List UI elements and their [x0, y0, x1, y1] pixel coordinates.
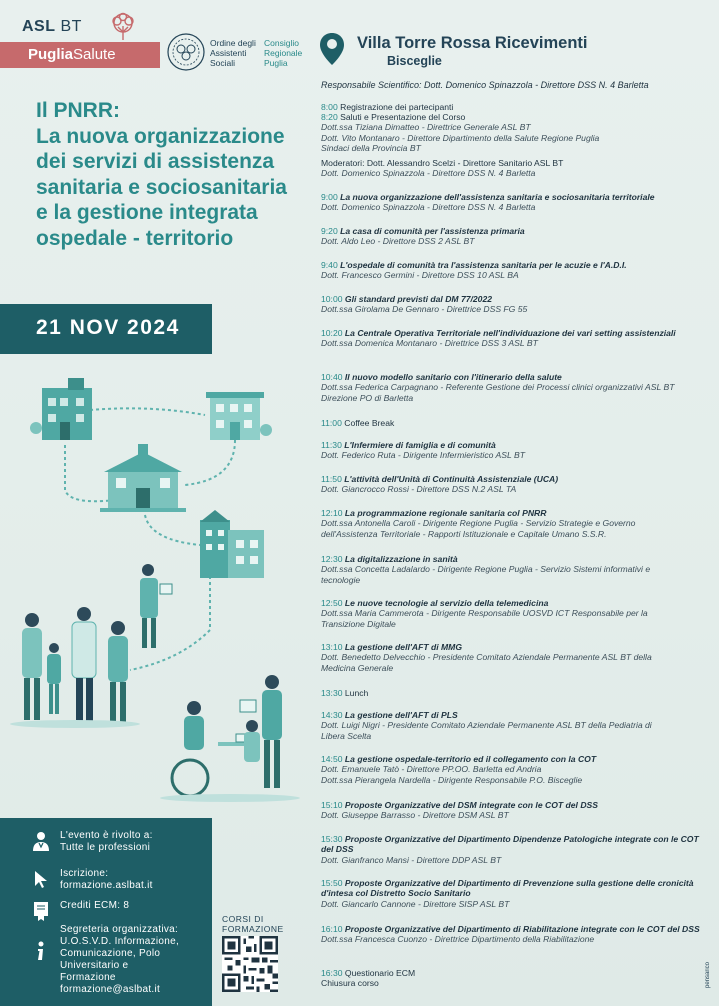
program-item — [321, 924, 713, 945]
program-title: Proposte Organizzative del Dipartimento di Riabilitazione integrate con le COT del DSS — [344, 924, 700, 934]
program-title: Moderatori: Dott. Alessandro Scelzi - Direttore Sanitario ASL BT — [321, 158, 564, 168]
tree-logo-icon — [106, 12, 140, 42]
program-title: La digitalizzazione in sanità — [344, 554, 458, 564]
program-speaker: Dott.ssa Tiziana Dimatteo - Direttrice Generale ASL BT — [321, 122, 531, 133]
program-speaker: Dott. Luigi Nigri - Presidente Comitato Aziendale Permanente ASL BT della Pediatria di — [321, 720, 652, 731]
program-title: Questionario ECM — [344, 968, 416, 978]
program-speaker: Dott. Domenico Spinazzola - Direttore DSS N. 4 Barletta — [321, 168, 536, 179]
program-time: 15:50 — [321, 878, 345, 888]
program-item — [321, 834, 713, 865]
program-time: 14:50 — [321, 754, 345, 764]
program-time: 13:30 — [321, 688, 345, 698]
program-title: Gli standard previsti dal DM 77/2022 — [344, 294, 493, 304]
program-item — [321, 554, 713, 585]
program-time: 10:40 — [321, 372, 345, 382]
program-item — [321, 294, 713, 315]
program-title: Saluti e Presentazione del Corso — [340, 112, 466, 122]
program-speaker: Dott.ssa Girolama De Gennaro - Direttrice DSS FG 55 — [321, 304, 528, 315]
program-time: 13:10 — [321, 642, 345, 652]
location-pin-icon — [319, 32, 345, 66]
puglia-salute-bar — [0, 42, 160, 68]
wheelchair-patient-figure — [160, 675, 300, 802]
program-title: L'Infermiere di famiglia e di comunità — [344, 440, 496, 450]
program-time: 11:30 — [321, 440, 345, 450]
program-item — [321, 688, 713, 698]
program-title: La gestione dell'AFT di MMG — [344, 642, 463, 652]
program-speaker: Dott. Emanuele Tatò - Direttore PP.OO. Barletta ed Andria — [321, 764, 542, 775]
program-title: Proposte Organizzative del Dipartimento di Prevenzione sulla gestione delle cronicità d'intesa col Distretto Socio Sanitario — [321, 878, 694, 899]
program-title: L'attività dell'Unità di Continuità Assistenziale (UCA) — [344, 474, 559, 484]
program-item — [321, 158, 713, 179]
program-speaker: Dott.ssa Pierangela Nardella - Dirigente Responsabile P.O. Bisceglie — [321, 774, 583, 785]
program-speaker: Transizione Digitale — [321, 618, 396, 629]
program-item — [321, 372, 713, 403]
doctor-with-clipboard-figure — [140, 564, 172, 648]
medical-staff-group-figure — [10, 607, 140, 728]
program-time: 16:10 — [321, 924, 345, 934]
program-title: Registrazione dei partecipanti — [340, 102, 454, 112]
program-time: 15:10 — [321, 800, 345, 810]
program-speaker: Dott. Francesco Germini - Direttore DSS 10 ASL BA — [321, 270, 519, 281]
program-item — [321, 642, 713, 673]
program-title: La programmazione regionale sanitaria col PNRR — [344, 508, 547, 518]
program-speaker: Dott.ssa Maria Cammerota - Dirigente Responsabile UOSVD ICT Responsabile per la — [321, 608, 648, 619]
program-speaker: Dott.ssa Federica Carpagnano - Referente Gestione dei Processi clinici organizzativi ASL BT — [321, 382, 675, 393]
asl-logo-text: ASL — [22, 18, 56, 35]
qr-label: CORSI DI FORMAZIONE — [222, 914, 284, 934]
program-speaker: Dott. Aldo Leo - Direttore DSS 2 ASL BT — [321, 236, 475, 247]
hospital-building-icon — [30, 378, 92, 440]
program-title: La casa di comunità per l'assistenza primaria — [340, 226, 525, 236]
program-speaker: Libera Scelta — [321, 730, 372, 741]
consiglio-logo-text: Consiglio Regionale Puglia — [264, 38, 303, 68]
program-title: Lunch — [344, 688, 369, 698]
program-time: 10:00 — [321, 294, 345, 304]
program-speaker: Dott. Gianfranco Mansi - Direttore DDP ASL BT — [321, 854, 502, 865]
venue-name: Villa Torre Rossa Ricevimenti — [357, 34, 588, 52]
right-column — [305, 0, 719, 1006]
program-item — [321, 800, 713, 821]
event-info-box: L'evento è rivolto a: Tutte le professioni Iscrizione: formazione.aslbat.it Crediti ECM: 8 Segreteria organizzativa: U.O.S.V.D. Informazione, Comunicazione, Polo Universitario e Formazione formazione@aslbat.it — [0, 818, 212, 1006]
program-item — [321, 102, 713, 112]
program-time: 14:30 — [321, 710, 345, 720]
program-time: 10:20 — [321, 328, 345, 338]
program-title: La Centrale Operativa Territoriale nell'individuazione dei vari setting assistenziali — [344, 328, 676, 338]
program-title: L'ospedale di comunità tra l'assistenza sanitaria per le acuzie e l'A.D.I. — [340, 260, 627, 270]
program-speaker: Dott. Giancrocco Rossi - Direttore DSS N.2 ASL TA — [321, 484, 517, 495]
program-speaker: tecnologie — [321, 574, 361, 585]
program-speaker: dell'Assistenza Territoriale - Rapporti Istituzionale e Capitale Umano S.S.R. — [321, 528, 607, 539]
program-speaker: Dott.ssa Concetta Ladalardo - Dirigente Regione Puglia - Servizio Sistemi informativi e — [321, 564, 651, 575]
program-speaker: Dott. Benedetto Delvecchio - Presidente Comitato Aziendale Permanente ASL BT della — [321, 652, 652, 663]
program-speaker: Dott. Giancarlo Cannone - Direttore SISP ASL BT — [321, 898, 510, 909]
asl-bt-logo — [0, 12, 160, 70]
program-speaker: Direzione PO di Barletta — [321, 392, 414, 403]
scientific-responsible: Responsabile Scientifico: Dott. Domenico Spinazzola - Direttore DSS N. 4 Barletta — [321, 80, 649, 90]
program-time: 11:00 — [321, 418, 345, 428]
puglia-logo-text: Puglia — [28, 46, 74, 63]
program-title: La nuova organizzazione dell'assistenza sanitaria e sociosanitaria territoriale — [340, 192, 655, 202]
program-title: Proposte Organizzative del Dipartimento Dipendenze Patologiche integrate con le COT del DSS — [321, 834, 699, 855]
program-item — [321, 474, 713, 495]
program-item — [321, 968, 713, 989]
program-speaker: Medicina Generale — [321, 662, 394, 673]
left-column — [0, 0, 305, 1006]
program-item — [321, 418, 713, 428]
program-speaker: Dott.ssa Antonella Caroli - Dirigente Regione Puglia - Servizio Strategie e Governo — [321, 518, 636, 529]
cursor-icon — [30, 868, 52, 890]
event-title: Il PNRR: La nuova organizzazione dei servizi di assistenza sanitaria e sociosanitaria e la gestione integrata ospedale - territorio — [36, 99, 287, 250]
program-speaker: Chiusura corso — [321, 978, 379, 989]
program-item — [321, 192, 713, 213]
program-time: 16:30 — [321, 968, 345, 978]
program-speaker: Dott. Federico Ruta - Dirigente Infermieristico ASL BT — [321, 450, 525, 461]
program-time: 12:30 — [321, 554, 345, 564]
program-speaker: Dott. Giuseppe Barrasso - Direttore DSM ASL BT — [321, 810, 509, 821]
qr-code-icon[interactable] — [222, 936, 278, 992]
program-title: Il nuovo modello sanitario con l'itinerario della salute — [344, 372, 562, 382]
program-time: 12:10 — [321, 508, 345, 518]
program-time: 9:20 — [321, 226, 341, 236]
program-time: 8:20 — [321, 112, 341, 122]
program-title: Proposte Organizzative del DSM integrate con le COT del DSS — [344, 800, 598, 810]
program-item — [321, 260, 713, 281]
program-item — [321, 878, 713, 909]
program-speaker: Sindaci della Provincia BT — [321, 143, 421, 154]
ordine-logo-text: Ordine degli Assistenti Sociali — [210, 38, 256, 68]
bt-logo-text: BT — [55, 18, 82, 35]
program-time: 9:00 — [321, 192, 341, 202]
program-speaker: Dott. Vito Montanaro - Direttore Dipartimento della Salute Regione Puglia — [321, 132, 600, 143]
program-item — [321, 112, 713, 154]
info-icon — [30, 940, 52, 962]
program-speaker: Dott.ssa Domenica Montanaro - Direttrice DSS 3 ASL BT — [321, 338, 538, 349]
certificate-icon — [30, 900, 52, 922]
program-item — [321, 440, 713, 461]
program-speaker: Dott.ssa Francesca Cuonzo - Direttrice Dipartimento della Riabilitazione — [321, 934, 595, 945]
clinic-building-icon — [206, 392, 272, 440]
hospital-tower-icon — [200, 510, 264, 578]
ordine-assistenti-logo-icon — [166, 32, 206, 72]
event-date: 21 NOV 2024 — [0, 304, 212, 354]
doctor-icon — [30, 830, 52, 852]
program-title: La gestione dell'AFT di PLS — [344, 710, 458, 720]
program-title: Coffee Break — [344, 418, 395, 428]
program-time: 8:00 — [321, 102, 341, 112]
salute-logo-text: Salute — [73, 46, 116, 63]
program-time: 12:50 — [321, 598, 345, 608]
program-item — [321, 598, 713, 629]
program-time: 11:50 — [321, 474, 345, 484]
registration-link[interactable]: formazione.aslbat.it — [60, 880, 153, 891]
program-time: 15:30 — [321, 834, 345, 844]
program-item — [321, 710, 713, 741]
healthcare-network-illustration — [0, 370, 305, 810]
program-item — [321, 508, 713, 539]
program-item — [321, 226, 713, 247]
program-item — [321, 754, 713, 785]
program-speaker: Dott. Domenico Spinazzola - Direttore DSS N. 4 Barletta — [321, 202, 536, 213]
community-house-icon — [100, 444, 186, 512]
program-item — [321, 328, 713, 349]
organizer-email-link[interactable]: formazione@aslbat.it — [60, 984, 161, 995]
designer-credit: pensarico — [705, 962, 711, 989]
program-time: 9:40 — [321, 260, 341, 270]
venue-city: Bisceglie — [387, 54, 442, 68]
program-title: Le nuove tecnologie al servizio della telemedicina — [344, 598, 549, 608]
program-title: La gestione ospedale-territorio ed il collegamento con la COT — [344, 754, 597, 764]
